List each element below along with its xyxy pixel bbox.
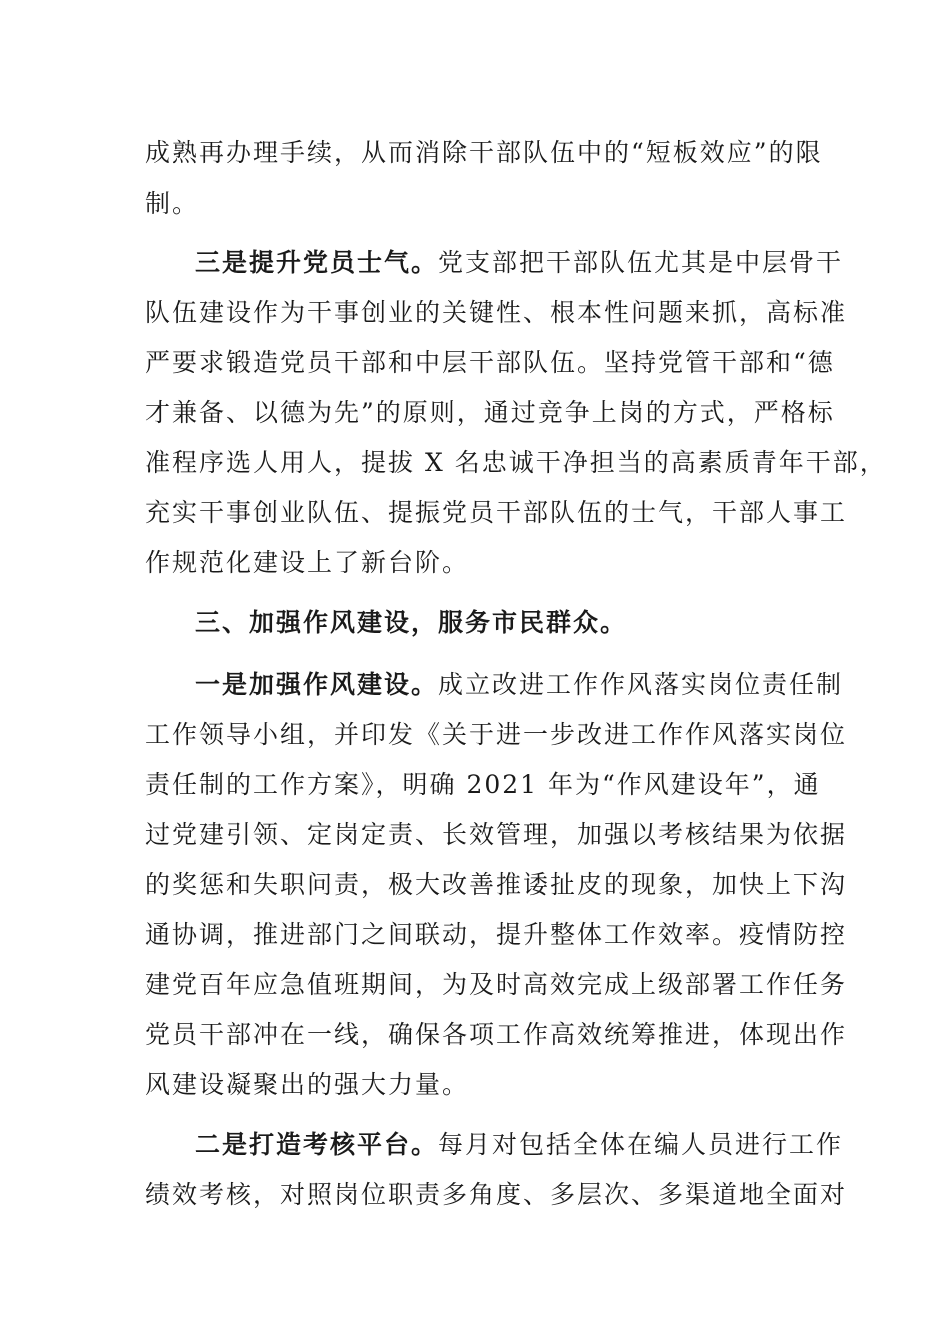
paragraph-line: 制。	[145, 189, 200, 218]
paragraph-text: 党支部把干部队伍尤其是中层骨干	[438, 248, 844, 277]
paragraph-line	[195, 246, 844, 280]
paragraph-line: 建党百年应急值班期间，为及时高效完成上级部署工作任务	[145, 970, 848, 999]
paragraph-lead: 二是打造考核平台。	[195, 1130, 439, 1159]
section-heading: 三、加强作风建设，服务市民群众。	[195, 608, 628, 637]
paragraph-line: 准程序选人用人，提拔 X 名忠诚干净担当的高素质青年干部，	[145, 448, 887, 477]
paragraph-line: 责任制的工作方案》，明确 2021 年为“作风建设年”，通	[145, 770, 821, 799]
paragraph-line: 党员干部冲在一线，确保各项工作高效统筹推进，体现出作	[145, 1020, 848, 1049]
paragraph-line: 的奖惩和失职问责，极大改善推诿扯皮的现象，加快上下沟	[145, 870, 848, 899]
paragraph-line: 充实干事创业队伍、提振党员干部队伍的士气，干部人事工	[145, 498, 848, 527]
paragraph-text: 每月对包括全体在编人员进行工作	[438, 1130, 844, 1159]
paragraph-line: 通协调，推进部门之间联动，提升整体工作效率。疫情防控	[145, 920, 848, 949]
paragraph-line	[195, 668, 844, 702]
paragraph-line: 成熟再办理手续，从而消除干部队伍中的“短板效应”的限	[145, 138, 823, 167]
paragraph-line: 工作领导小组，并印发《关于进一步改进工作作风落实岗位	[145, 720, 848, 749]
paragraph-text: 成立改进工作作风落实岗位责任制	[438, 670, 844, 699]
paragraph-lead: 一是加强作风建设。	[195, 670, 439, 699]
paragraph-line: 绩效考核，对照岗位职责多角度、多层次、多渠道地全面对	[145, 1180, 848, 1209]
paragraph-lead: 三是提升党员士气。	[195, 248, 439, 277]
paragraph-line: 过党建引领、定岗定责、长效管理，加强以考核结果为依据	[145, 820, 848, 849]
paragraph-line: 作规范化建设上了新台阶。	[145, 548, 470, 577]
paragraph-line: 严要求锻造党员干部和中层干部队伍。坚持党管干部和“德	[145, 348, 835, 377]
paragraph-line	[195, 1128, 844, 1162]
paragraph-line: 才兼备、以德为先”的原则，通过竞争上岗的方式，严格标	[145, 398, 835, 427]
paragraph-line: 队伍建设作为干事创业的关键性、根本性问题来抓，高标准	[145, 298, 848, 327]
paragraph-line: 风建设凝聚出的强大力量。	[145, 1070, 470, 1099]
